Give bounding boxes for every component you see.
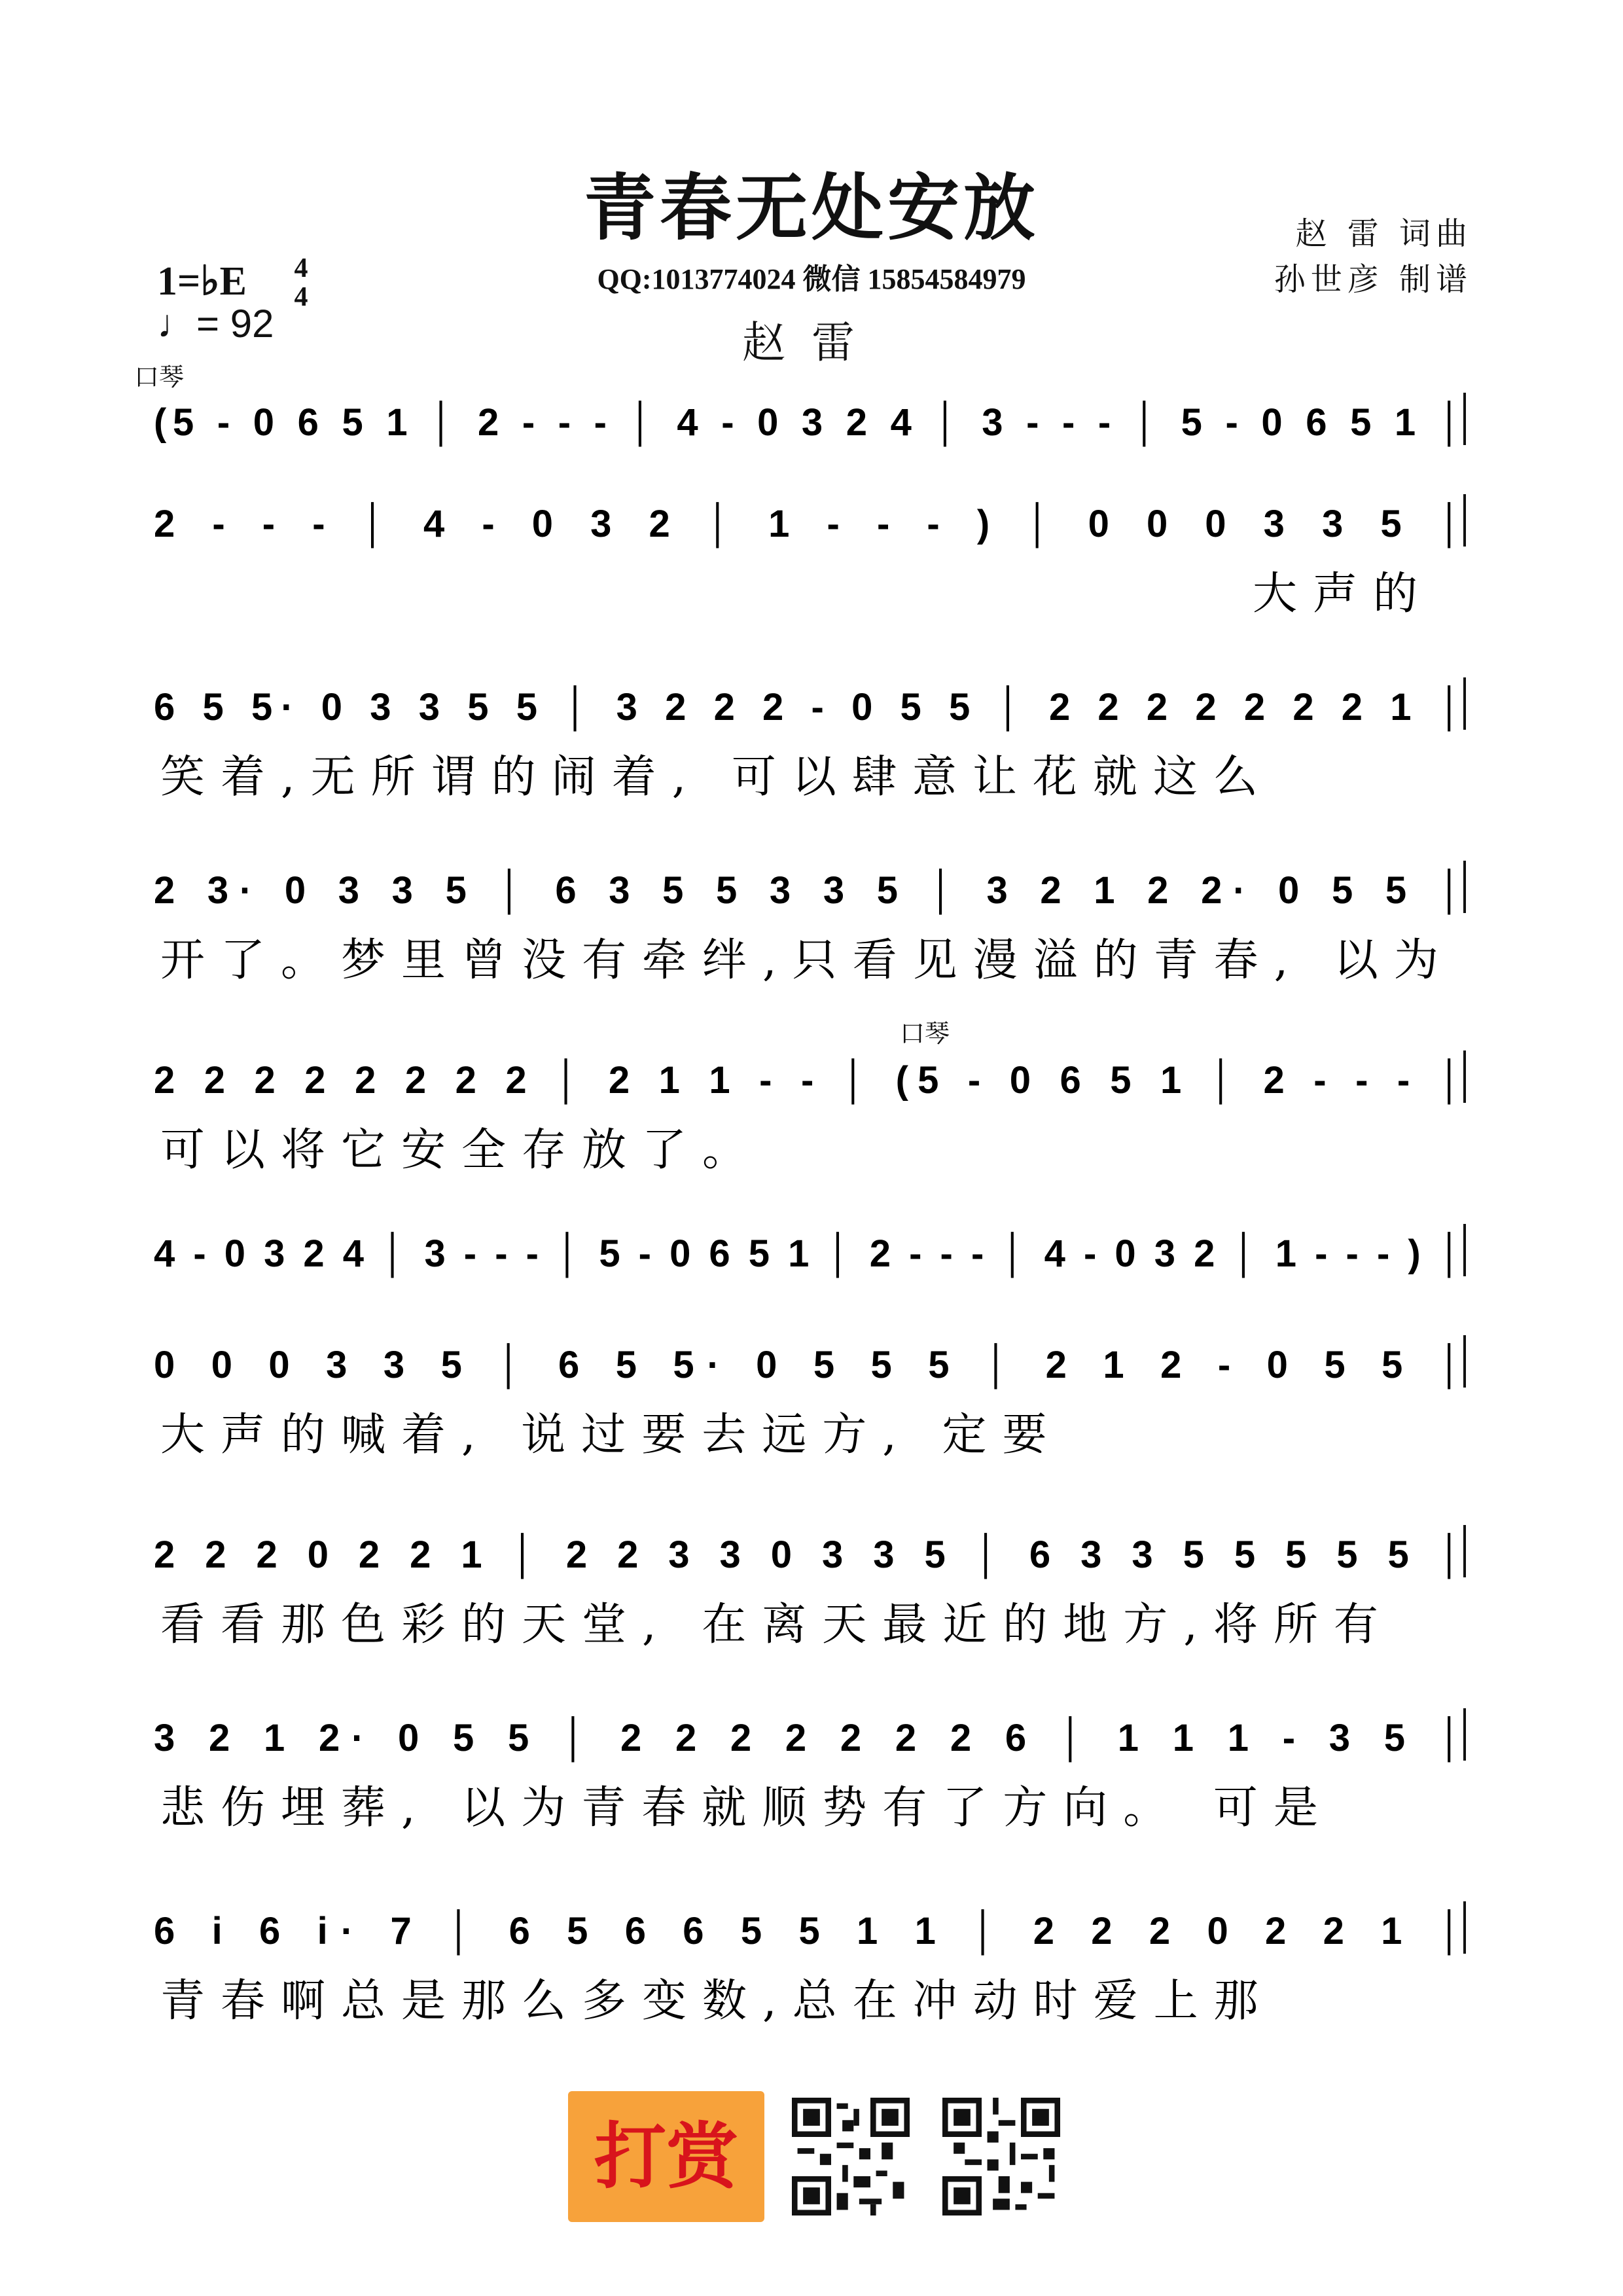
- notation-row: 0 0 0 3 3 5 │ 6 5 5· 0 5 5 5 │ 2 1 2 - 0 5 5 │: [154, 1344, 1463, 1386]
- notation-row: 4 - 0 3 2 4 │ 3 - - - │ 5 - 0 6 5 1 │ 2 - - - │ 4 - 0 3 2 │ 1 - - - ) │: [154, 1232, 1463, 1275]
- notation-row: 6 5 5· 0 3 3 5 5 │ 3 2 2 2 - 0 5 5 │ 2 2 2 2 2 2 2 1 │: [154, 686, 1463, 728]
- notation-row: 2 3· 0 3 3 5 │ 6 3 5 5 3 3 5 │ 3 2 1 2 2· 0 5 5 │: [154, 869, 1463, 912]
- qr-code-1[interactable]: [792, 2098, 910, 2215]
- notation-row: 2 - - - │ 4 - 0 3 2 │ 1 - - - ) │ 0 0 0 3 3 5 │: [154, 503, 1463, 545]
- tempo-marking: ♩= 92: [157, 302, 274, 346]
- interlude-instrument-label: 口琴: [900, 1019, 950, 1048]
- notation-row: 2 2 2 0 2 2 1 │ 2 2 3 3 0 3 3 5 │ 6 3 3 5 5 5 5 5 │: [154, 1534, 1463, 1576]
- qr-code-2[interactable]: [942, 2098, 1060, 2215]
- notation-row: 6 i 6 i· 7 │ 6 5 6 6 5 5 1 1 │ 2 2 2 0 2 2 1 │: [154, 1910, 1463, 1952]
- reward-button[interactable]: 打赏: [568, 2091, 764, 2222]
- time-denominator: 4: [294, 282, 308, 312]
- notation-row: (5 - 0 6 5 1 │ 2 - - - │ 4 - 0 3 2 4 │ 3 - - - │ 5 - 0 6 5 1 │: [154, 401, 1463, 444]
- credit-lyrics-music: 赵 雷 词曲: [1295, 215, 1472, 252]
- lyrics-row: 开了。梦里曾没有牵绊,只看见漫溢的青春, 以为: [160, 935, 1454, 986]
- lyrics-row: 悲伤埋葬, 以为青春就顺势有了方向。 可是: [160, 1782, 1334, 1834]
- lyrics-row: 可以将它安全存放了。: [160, 1124, 763, 1176]
- time-numerator: 4: [294, 253, 308, 283]
- lyrics-row: 笑着,无所谓的闹着, 可以肆意让花就这么: [160, 751, 1274, 803]
- lyrics-row: 青春啊总是那么多变数,总在冲动时爱上那: [160, 1975, 1274, 2027]
- lyrics-row: 看看那色彩的天堂, 在离天最近的地方,将所有: [160, 1599, 1394, 1651]
- lyrics-row: 大声的喊着, 说过要去远方, 定要: [160, 1409, 1063, 1461]
- contact-info: QQ:1013774024 微信 15854584979: [597, 263, 1026, 295]
- notation-row: 2 2 2 2 2 2 2 2 │ 2 1 1 - - │ (5 - 0 6 5 1 │ 2 - - - │: [154, 1059, 1463, 1102]
- lyrics-row: 大声的: [1252, 568, 1433, 620]
- intro-instrument-label: 口琴: [134, 363, 185, 391]
- page-title: 青春无处安放: [584, 166, 1039, 250]
- notation-row: 3 2 1 2· 0 5 5 │ 2 2 2 2 2 2 2 6 │ 1 1 1 - 3 5 │: [154, 1717, 1463, 1759]
- credit-arranger: 孙世彦 制谱: [1274, 261, 1472, 298]
- key-signature: 1=♭E: [157, 259, 247, 304]
- singer-name: 赵雷: [742, 317, 881, 368]
